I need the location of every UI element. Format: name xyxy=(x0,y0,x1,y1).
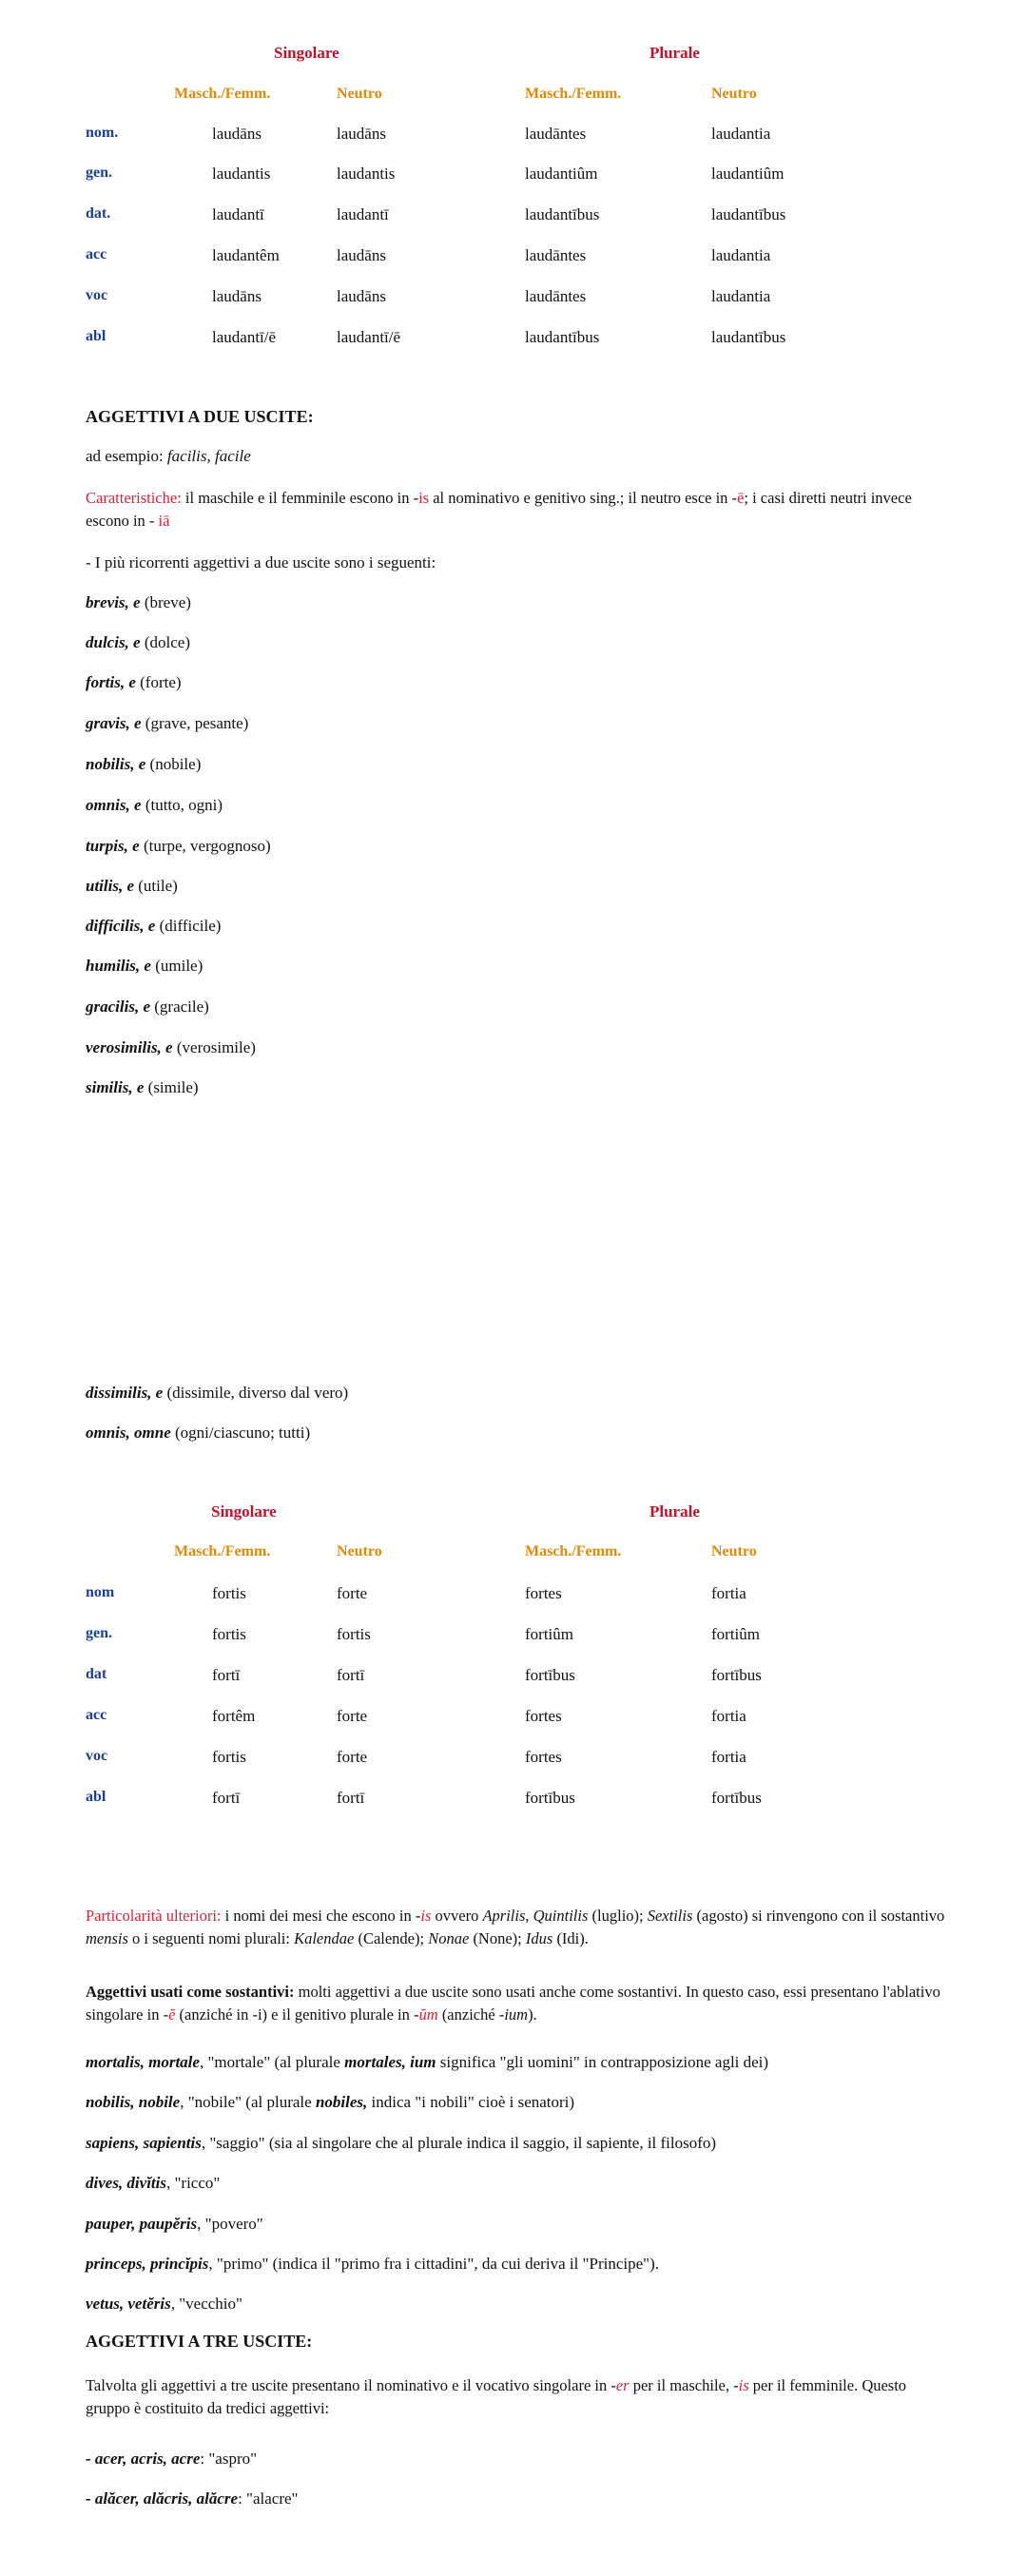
list-item xyxy=(86,997,209,1017)
meaning: (forte) xyxy=(135,673,182,691)
latin-word: dives, divĭtis xyxy=(86,2174,166,2192)
latin-word: - alăcer, alăcris, alăcre xyxy=(86,2489,239,2508)
meaning: (simile) xyxy=(144,1078,199,1096)
latin-word: verosimilis, e xyxy=(86,1038,173,1056)
text-run: ; i casi diretti neutri invece escono in - xyxy=(86,489,912,530)
text-run: ovvero xyxy=(431,1907,483,1925)
case-label: nom. xyxy=(86,125,119,141)
meaning: (ogni/ciascuno; tutti) xyxy=(170,1424,311,1442)
latin-word: princeps, princĭpis xyxy=(86,2255,209,2273)
latin-word: dulcis, e xyxy=(86,633,141,651)
meaning: (gracile) xyxy=(150,997,209,1016)
meaning: (umile) xyxy=(150,957,203,975)
latin-word: difficilis, e xyxy=(86,917,156,935)
table-header-plurale: Plurale xyxy=(649,44,700,62)
text-run: (anziché in -i) e il genitivo plurale in - xyxy=(175,2005,419,2024)
table-cell: fortībus xyxy=(525,1789,575,1807)
table-cell: laudantībus xyxy=(525,205,600,223)
table-cell: laudāntes xyxy=(525,125,587,143)
table-cell: laudantībus xyxy=(525,328,600,346)
table-cell: forte xyxy=(337,1748,368,1766)
text-run: (None); xyxy=(469,1929,526,1947)
meaning: , "mortale" (al plurale xyxy=(199,2053,345,2071)
table-cell: fortiûm xyxy=(711,1625,760,1643)
latin-word: brevis, e xyxy=(86,593,141,611)
table-header-singolare: Singolare xyxy=(274,44,339,62)
list-item xyxy=(86,593,191,612)
latin-word: utilis, e xyxy=(86,877,135,895)
meaning: (dissimile, diverso dal vero) xyxy=(163,1384,349,1402)
table-cell: fortes xyxy=(525,1748,562,1766)
table-cell: laudantī/ē xyxy=(337,328,401,346)
text-run: (Calende); xyxy=(354,1929,429,1947)
table-cell: laudantia xyxy=(711,125,771,143)
table-cell: fortis xyxy=(212,1625,246,1643)
text-run: molti aggettivi a due uscite sono usati anche come sostantivi. In questo caso, essi presentano l'ablativo singolare in - xyxy=(86,1983,940,2024)
latin-word: mensis xyxy=(86,1929,128,1947)
table-cell: laudantiûm xyxy=(525,165,598,183)
latin-word: similis, e xyxy=(86,1078,145,1096)
table-cell: fortībus xyxy=(711,1666,762,1684)
meaning: (verosimile) xyxy=(172,1038,256,1056)
latin-word: Aprilis, Quintilis xyxy=(482,1907,589,1925)
table-cell: forte xyxy=(337,1707,368,1725)
table-header-singolare: Singolare xyxy=(211,1502,277,1520)
latin-word: pauper, paupĕris xyxy=(86,2215,198,2233)
list-item xyxy=(86,2215,263,2234)
list-item xyxy=(86,2053,768,2072)
table-cell: laudāns xyxy=(337,125,386,143)
table-cell: laudantī xyxy=(337,205,389,223)
ending: ŭm xyxy=(418,2005,438,2024)
ending: is xyxy=(738,2376,749,2394)
table-cell: fortia xyxy=(711,1748,746,1766)
section-title-tre-uscite: AGGETTIVI A TRE USCITE: xyxy=(86,2332,313,2351)
latin-word: vetus, vetĕris xyxy=(86,2295,171,2313)
caratteristiche-paragraph xyxy=(86,487,951,533)
list-item xyxy=(86,2093,574,2112)
table-subheader: Masch./Femm. xyxy=(174,86,271,102)
meaning: indica "i nobili" cioè i senatori) xyxy=(367,2093,575,2111)
table-cell: fortī xyxy=(212,1666,241,1684)
table-cell: laudantêm xyxy=(212,246,280,264)
table-subheader: Neutro xyxy=(337,1543,382,1559)
list-item xyxy=(86,957,203,976)
list-item xyxy=(86,633,190,652)
ending: er xyxy=(615,2376,630,2394)
case-label: abl xyxy=(86,328,107,344)
text-run: i nomi dei mesi che escono in - xyxy=(221,1907,421,1925)
table-cell: fortis xyxy=(212,1748,246,1766)
table-cell: laudantiûm xyxy=(711,165,785,183)
meaning: , "saggio" (sia al singolare che al plurale indica il saggio, il sapiente, il filosofo) xyxy=(201,2134,717,2152)
ending: is xyxy=(420,1907,432,1925)
latin-word: omnis, omne xyxy=(86,1424,171,1442)
table-cell: laudantis xyxy=(337,165,396,183)
table-subheader: Neutro xyxy=(337,86,382,102)
meaning: , "vecchio" xyxy=(170,2295,242,2313)
ending: is xyxy=(418,489,430,507)
table-cell: fortes xyxy=(525,1707,562,1725)
case-label: dat xyxy=(86,1666,107,1682)
table-cell: laudantis xyxy=(212,165,271,183)
case-label: acc xyxy=(86,1707,107,1723)
table-header-plurale: Plurale xyxy=(649,1502,700,1520)
case-label: acc xyxy=(86,246,107,262)
table-cell: laudāns xyxy=(337,246,386,264)
table-cell: fortī xyxy=(337,1789,365,1807)
table-cell: laudantībus xyxy=(711,328,786,346)
sostantivi-label: Aggettivi usati come sostantivi: xyxy=(86,1983,295,2001)
meaning: (tutto, ogni) xyxy=(141,796,223,814)
latin-word: omnis, e xyxy=(86,796,142,814)
case-label: nom xyxy=(86,1584,115,1600)
table-cell: fortībus xyxy=(525,1666,575,1684)
case-label: voc xyxy=(86,1748,108,1764)
table-cell: fortêm xyxy=(212,1707,256,1725)
example-prefix: ad esempio: xyxy=(86,447,167,465)
text-run: (agosto) si rinvengono con il sostantivo xyxy=(692,1907,945,1925)
case-label: voc xyxy=(86,287,108,303)
latin-word: nobilis, nobile xyxy=(86,2093,181,2111)
table-cell: forte xyxy=(337,1584,368,1602)
latin-word: gravis, e xyxy=(86,714,142,732)
list-item xyxy=(86,2489,298,2508)
meaning: (difficile) xyxy=(155,917,222,935)
text-run: per il maschile, - xyxy=(629,2376,739,2394)
meaning: , "primo" (indica il "primo fra i cittadini", da cui deriva il "Principe"). xyxy=(208,2255,659,2273)
list-item xyxy=(86,1424,310,1443)
list-intro: - I più ricorrenti aggettivi a due uscite sono i seguenti: xyxy=(86,553,436,571)
meaning: (grave, pesante) xyxy=(141,714,249,732)
latin-word: Nonae xyxy=(428,1929,470,1947)
sostantivi-paragraph xyxy=(86,1981,951,2026)
table-cell: fortis xyxy=(212,1584,246,1602)
table-cell: laudantībus xyxy=(711,205,786,223)
table-cell: fortis xyxy=(337,1625,371,1643)
table-cell: laudāns xyxy=(337,287,386,305)
list-item xyxy=(86,755,201,774)
tre-uscite-paragraph xyxy=(86,2374,951,2420)
table-cell: fortiûm xyxy=(525,1625,573,1643)
example-line xyxy=(86,447,251,466)
case-label: dat. xyxy=(86,205,111,222)
list-item xyxy=(86,1078,199,1097)
latin-word: Kalendae xyxy=(294,1929,355,1947)
list-item xyxy=(86,917,221,936)
text-run: per il femminile. Questo gruppo è costituito da tredici aggettivi: xyxy=(86,2376,907,2417)
meaning: (breve) xyxy=(140,593,191,611)
table-subheader: Masch./Femm. xyxy=(525,86,622,102)
table-cell: laudāntes xyxy=(525,287,587,305)
meaning: : "aspro" xyxy=(200,2450,258,2468)
meaning: : "alacre" xyxy=(238,2489,299,2508)
text-run: ). xyxy=(528,2005,537,2024)
table-subheader: Neutro xyxy=(711,1543,757,1559)
table-cell: fortia xyxy=(711,1584,746,1602)
list-item xyxy=(86,2295,242,2314)
table-cell: laudāns xyxy=(212,287,262,305)
list-item xyxy=(86,1038,256,1057)
table-cell: fortī xyxy=(212,1789,241,1807)
latin-word: nobiles, xyxy=(315,2093,368,2111)
meaning: , "ricco" xyxy=(165,2174,221,2192)
particolarita-paragraph xyxy=(86,1905,951,1950)
table-cell: laudantī xyxy=(212,205,264,223)
meaning: , "nobile" (al plurale xyxy=(180,2093,316,2111)
list-item xyxy=(86,877,178,896)
caratteristiche-label: Caratteristiche: xyxy=(86,489,182,507)
list-item xyxy=(86,714,248,733)
table-cell: laudāntes xyxy=(525,246,587,264)
table-cell: laudantia xyxy=(711,246,771,264)
meaning: , "povero" xyxy=(197,2215,263,2233)
table-subheader: Masch./Femm. xyxy=(525,1543,622,1559)
latin-word: Sextilis xyxy=(647,1907,693,1925)
table-cell: laudantia xyxy=(711,287,771,305)
text-run: (luglio); xyxy=(588,1907,648,1925)
ending: iā xyxy=(158,512,170,530)
latin-word: humilis, e xyxy=(86,957,151,975)
meaning: (nobile) xyxy=(145,755,202,773)
list-item xyxy=(86,1384,348,1403)
table-subheader: Masch./Femm. xyxy=(174,1543,271,1559)
text-run: il maschile e il femminile escono in - xyxy=(181,489,419,507)
table-cell: fortī xyxy=(337,1666,365,1684)
latin-word: nobilis, e xyxy=(86,755,146,773)
text-run: Talvolta gli aggettivi a tre uscite presentano il nominativo e il vocativo singolare in - xyxy=(86,2376,616,2394)
table-cell: fortes xyxy=(525,1584,562,1602)
text-run: (anziché - xyxy=(437,2005,505,2024)
latin-word: gracilis, e xyxy=(86,997,150,1016)
example-word: facilis, facile xyxy=(166,447,251,465)
table-cell: fortia xyxy=(711,1707,746,1725)
meaning: (turpe, vergognoso) xyxy=(139,837,271,855)
table-cell: fortībus xyxy=(711,1789,762,1807)
text-run: (Idi). xyxy=(552,1929,589,1947)
table-cell: laudāns xyxy=(212,125,262,143)
list-item xyxy=(86,796,223,815)
list-item xyxy=(86,2450,257,2469)
latin-word: mortalis, mortale xyxy=(86,2053,200,2071)
text-run: al nominativo e genitivo sing.; il neutro esce in - xyxy=(429,489,738,507)
meaning: (dolce) xyxy=(140,633,190,651)
latin-word: Idus xyxy=(525,1929,553,1947)
list-item xyxy=(86,837,271,856)
latin-word: - acer, acris, acre xyxy=(86,2450,201,2468)
text-run: o i seguenti nomi plurali: xyxy=(127,1929,295,1947)
table-subheader: Neutro xyxy=(711,86,757,102)
ending: ium xyxy=(504,2005,529,2024)
section-title-due-uscite: AGGETTIVI A DUE USCITE: xyxy=(86,407,314,426)
case-label: gen. xyxy=(86,1625,112,1641)
meaning: (utile) xyxy=(134,877,178,895)
case-label: gen. xyxy=(86,165,112,181)
particolarita-label: Particolarità ulteriori: xyxy=(86,1907,222,1925)
list-item xyxy=(86,673,182,692)
meaning: significa "gli uomini" in contrapposizione agli dei) xyxy=(436,2053,769,2071)
ending: ĕ xyxy=(168,2005,176,2024)
latin-word: sapiens, sapientis xyxy=(86,2134,202,2152)
list-item xyxy=(86,2134,716,2153)
ending: ē xyxy=(737,489,745,507)
table-cell: laudantī/ē xyxy=(212,328,277,346)
latin-word: fortis, e xyxy=(86,673,136,691)
latin-word: mortales, ium xyxy=(344,2053,436,2071)
list-item xyxy=(86,2255,659,2274)
latin-word: dissimilis, e xyxy=(86,1384,164,1402)
case-label: abl xyxy=(86,1789,107,1805)
list-item xyxy=(86,2174,220,2193)
latin-word: turpis, e xyxy=(86,837,140,855)
